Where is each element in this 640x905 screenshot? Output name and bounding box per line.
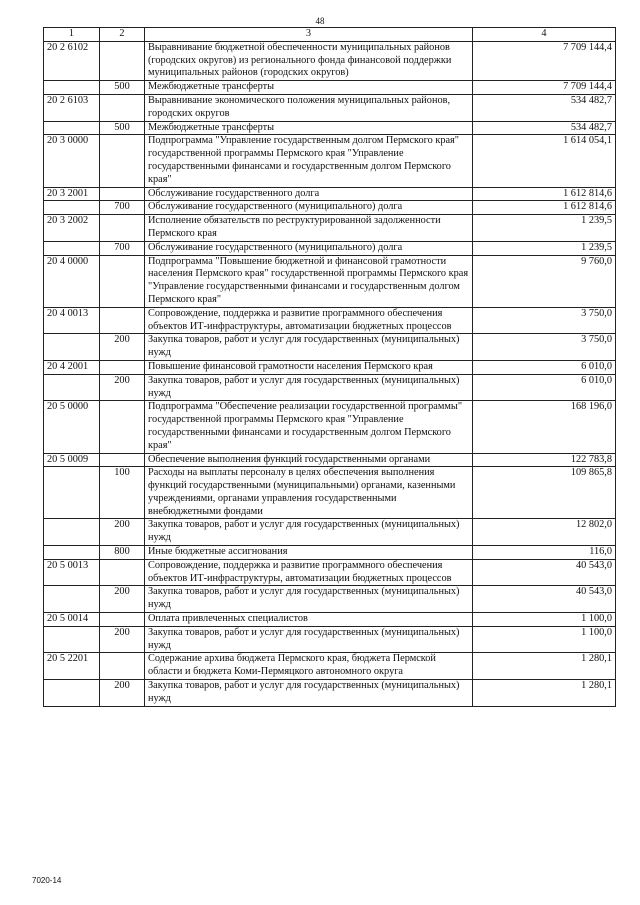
row-code: 20 5 0014 xyxy=(44,613,100,627)
row-code xyxy=(44,201,100,215)
row-code: 20 3 2002 xyxy=(44,215,100,242)
table-row xyxy=(44,81,616,95)
row-code xyxy=(44,241,100,255)
column-header-name: 3 xyxy=(145,28,473,42)
row-code: 20 5 0009 xyxy=(44,453,100,467)
row-name: Закупка товаров, работ и услуг для государственных (муниципальных) нужд xyxy=(145,334,473,361)
row-amount: 7 709 144,4 xyxy=(473,41,616,80)
row-name: Повышение финансовой грамотности населения Пермского края xyxy=(145,360,473,374)
table-row xyxy=(44,41,616,80)
row-name: Обслуживание государственного (муниципального) долга xyxy=(145,201,473,215)
row-name: Иные бюджетные ассигнования xyxy=(145,546,473,560)
table-row xyxy=(44,201,616,215)
table-row xyxy=(44,374,616,401)
table-row xyxy=(44,307,616,334)
table-row xyxy=(44,680,616,707)
row-expense-type xyxy=(100,653,145,680)
row-name: Сопровождение, поддержка и развитие программного обеспечения объектов ИТ-инфраструктуры, автоматизации бюджетных процессов xyxy=(145,559,473,586)
table-row xyxy=(44,559,616,586)
table-row xyxy=(44,626,616,653)
row-expense-type: 200 xyxy=(100,519,145,546)
row-expense-type xyxy=(100,187,145,201)
row-amount: 40 543,0 xyxy=(473,559,616,586)
row-expense-type: 100 xyxy=(100,467,145,519)
row-name: Оплата привлеченных специалистов xyxy=(145,613,473,627)
row-code xyxy=(44,81,100,95)
row-amount: 1 612 814,6 xyxy=(473,201,616,215)
table-row xyxy=(44,334,616,361)
row-amount: 12 802,0 xyxy=(473,519,616,546)
row-name: Подпрограмма "Повышение бюджетной и финансовой грамотности населения Пермского края" государственной программы Пермского края "Управление государственными финансами и государственным долгом Пермского края" xyxy=(145,255,473,307)
row-amount: 9 760,0 xyxy=(473,255,616,307)
row-amount: 122 783,8 xyxy=(473,453,616,467)
row-expense-type: 500 xyxy=(100,121,145,135)
row-code: 20 5 0000 xyxy=(44,401,100,453)
row-amount: 534 482,7 xyxy=(473,94,616,121)
table-row xyxy=(44,121,616,135)
row-name: Обеспечение выполнения функций государственными органами xyxy=(145,453,473,467)
row-amount: 6 010,0 xyxy=(473,374,616,401)
row-name: Подпрограмма "Обеспечение реализации государственной программы" государственной программы Пермского края "Управление государственными финансами и государственным долгом Пермского края" xyxy=(145,401,473,453)
row-name: Исполнение обязательств по реструктурированной задолженности Пермского края xyxy=(145,215,473,242)
column-header-code: 1 xyxy=(44,28,100,42)
row-expense-type: 500 xyxy=(100,81,145,95)
row-code: 20 2 6103 xyxy=(44,94,100,121)
row-amount: 1 614 054,1 xyxy=(473,135,616,187)
row-expense-type: 200 xyxy=(100,374,145,401)
row-amount: 6 010,0 xyxy=(473,360,616,374)
row-name: Обслуживание государственного (муниципального) долга xyxy=(145,241,473,255)
row-expense-type xyxy=(100,135,145,187)
table-row xyxy=(44,613,616,627)
row-name: Закупка товаров, работ и услуг для государственных (муниципальных) нужд xyxy=(145,374,473,401)
row-name: Закупка товаров, работ и услуг для государственных (муниципальных) нужд xyxy=(145,680,473,707)
row-code xyxy=(44,546,100,560)
table-row xyxy=(44,360,616,374)
footer-code: 7020-14 xyxy=(32,876,62,885)
row-amount: 40 543,0 xyxy=(473,586,616,613)
row-code xyxy=(44,121,100,135)
row-expense-type: 700 xyxy=(100,201,145,215)
row-code xyxy=(44,586,100,613)
row-amount: 534 482,7 xyxy=(473,121,616,135)
column-header-amount: 4 xyxy=(473,28,616,42)
table-row xyxy=(44,586,616,613)
row-name: Межбюджетные трансферты xyxy=(145,81,473,95)
row-expense-type: 800 xyxy=(100,546,145,560)
row-code: 20 4 0013 xyxy=(44,307,100,334)
row-name: Выравнивание экономического положения муниципальных районов, городских округов xyxy=(145,94,473,121)
table-row xyxy=(44,467,616,519)
row-expense-type xyxy=(100,453,145,467)
row-name: Расходы на выплаты персоналу в целях обеспечения выполнения функций государственными (муниципальными) органами, казенными учреждениями, органами управления государственными внебюджетными фондами xyxy=(145,467,473,519)
table-row xyxy=(44,453,616,467)
row-expense-type xyxy=(100,559,145,586)
row-amount: 1 280,1 xyxy=(473,653,616,680)
row-amount: 1 239,5 xyxy=(473,215,616,242)
row-code xyxy=(44,374,100,401)
table-row xyxy=(44,255,616,307)
row-expense-type xyxy=(100,255,145,307)
row-code xyxy=(44,467,100,519)
budget-table xyxy=(43,27,616,707)
table-row xyxy=(44,401,616,453)
row-amount: 109 865,8 xyxy=(473,467,616,519)
row-name: Содержание архива бюджета Пермского края, бюджета Пермской области и бюджета Коми-Пермяцкого автономного округа xyxy=(145,653,473,680)
row-expense-type xyxy=(100,613,145,627)
row-code xyxy=(44,626,100,653)
table-row xyxy=(44,519,616,546)
table-row xyxy=(44,94,616,121)
row-code xyxy=(44,680,100,707)
row-code: 20 5 2201 xyxy=(44,653,100,680)
row-expense-type: 200 xyxy=(100,680,145,707)
row-code: 20 5 0013 xyxy=(44,559,100,586)
row-code: 20 3 2001 xyxy=(44,187,100,201)
row-expense-type xyxy=(100,360,145,374)
row-expense-type: 700 xyxy=(100,241,145,255)
row-name: Обслуживание государственного долга xyxy=(145,187,473,201)
row-name: Закупка товаров, работ и услуг для государственных (муниципальных) нужд xyxy=(145,626,473,653)
row-name: Подпрограмма "Управление государственным долгом Пермского края" государственной программы Пермского края "Управление государственными финансами и государственным долгом Пермского края" xyxy=(145,135,473,187)
row-name: Выравнивание бюджетной обеспеченности муниципальных районов (городских округов) из регионального фонда финансовой поддержки муниципальных районов (городских округов) xyxy=(145,41,473,80)
row-name: Закупка товаров, работ и услуг для государственных (муниципальных) нужд xyxy=(145,586,473,613)
row-code: 20 2 6102 xyxy=(44,41,100,80)
table-header-row xyxy=(44,28,616,42)
row-amount: 3 750,0 xyxy=(473,307,616,334)
row-amount: 3 750,0 xyxy=(473,334,616,361)
row-amount: 1 280,1 xyxy=(473,680,616,707)
row-amount: 7 709 144,4 xyxy=(473,81,616,95)
row-amount: 1 612 814,6 xyxy=(473,187,616,201)
row-expense-type: 200 xyxy=(100,626,145,653)
row-amount: 168 196,0 xyxy=(473,401,616,453)
row-expense-type xyxy=(100,41,145,80)
row-amount: 1 100,0 xyxy=(473,613,616,627)
table-row xyxy=(44,546,616,560)
table-row xyxy=(44,241,616,255)
row-amount: 116,0 xyxy=(473,546,616,560)
row-expense-type xyxy=(100,307,145,334)
row-code: 20 4 0000 xyxy=(44,255,100,307)
table-body xyxy=(44,41,616,706)
table-row xyxy=(44,187,616,201)
table-row xyxy=(44,215,616,242)
row-name: Сопровождение, поддержка и развитие программного обеспечения объектов ИТ-инфраструктуры, автоматизации бюджетных процессов xyxy=(145,307,473,334)
page-number: 48 xyxy=(315,16,325,26)
row-code: 20 4 2001 xyxy=(44,360,100,374)
row-expense-type xyxy=(100,215,145,242)
table-row xyxy=(44,135,616,187)
row-name: Межбюджетные трансферты xyxy=(145,121,473,135)
row-name: Закупка товаров, работ и услуг для государственных (муниципальных) нужд xyxy=(145,519,473,546)
row-code xyxy=(44,519,100,546)
row-expense-type: 200 xyxy=(100,586,145,613)
row-code: 20 3 0000 xyxy=(44,135,100,187)
row-amount: 1 239,5 xyxy=(473,241,616,255)
row-expense-type xyxy=(100,401,145,453)
row-code xyxy=(44,334,100,361)
row-expense-type xyxy=(100,94,145,121)
row-expense-type: 200 xyxy=(100,334,145,361)
table-row xyxy=(44,653,616,680)
column-header-kvr: 2 xyxy=(100,28,145,42)
row-amount: 1 100,0 xyxy=(473,626,616,653)
